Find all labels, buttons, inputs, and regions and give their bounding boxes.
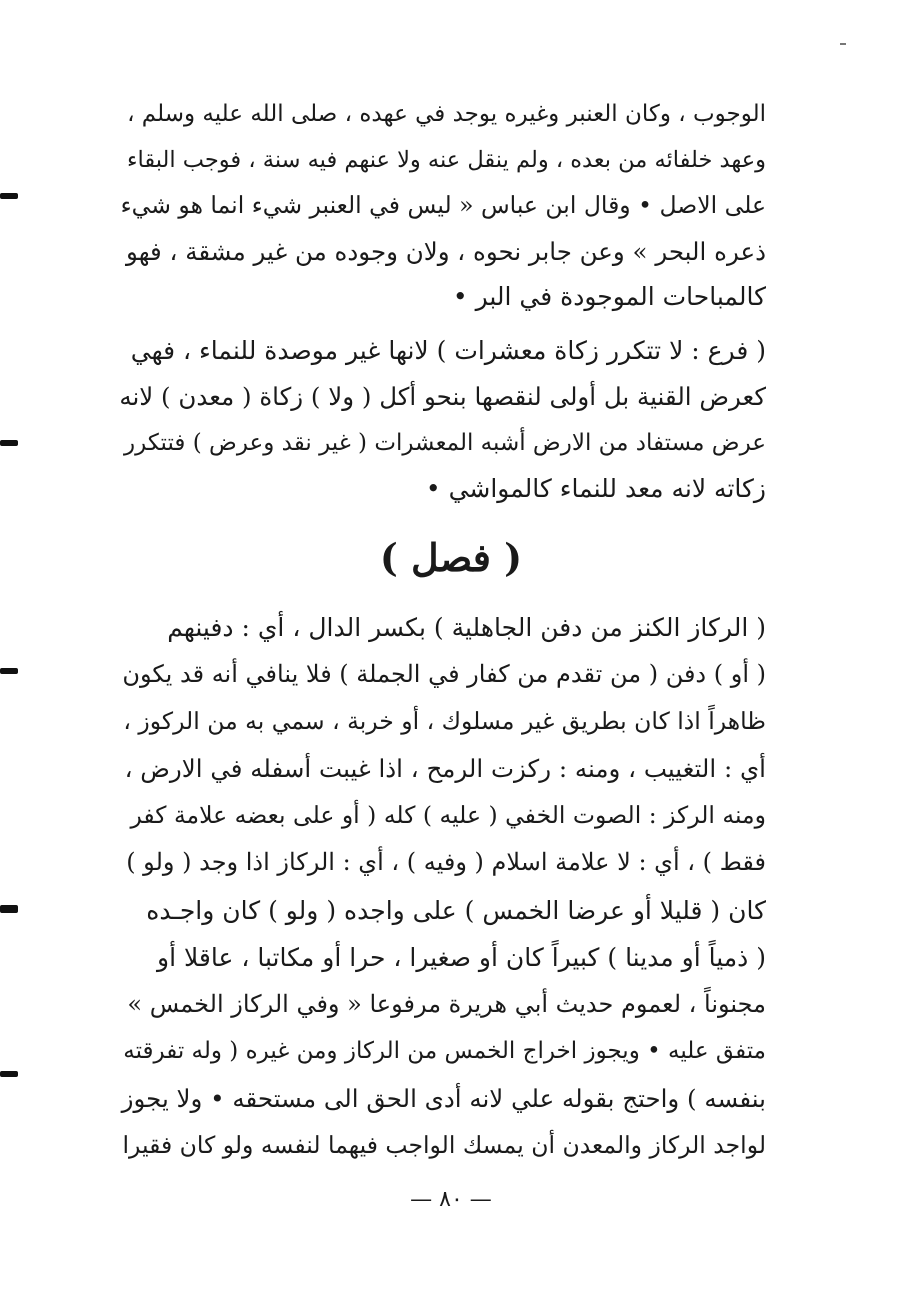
- page-speck: [840, 43, 846, 45]
- text-line: متفق عليه • ويجوز اخراج الخمس من الركاز ومن غيره ( وله تفرقته: [123, 1037, 766, 1064]
- text-line: ذعره البحر » وعن جابر نحوه ، ولان وجوده من غير مشقة ، فهو: [126, 236, 766, 266]
- text-line: بنفسه ) واحتج بقوله علي لانه أدى الحق الى مستحقه • ولا يجوز: [121, 1083, 766, 1113]
- text-line: أي : التغييب ، ومنه : ركزت الرمح ، اذا غيبت أسفله في الارض ،: [124, 754, 766, 784]
- text-line: عرض مستفاد من الارض أشبه المعشرات ( غير نقد وعرض ) فتتكرر: [124, 430, 766, 456]
- text-line: ومنه الركز : الصوت الخفي ( عليه ) كله ( أو على بعضه علامة كفر: [130, 801, 766, 830]
- margin-mark: [0, 193, 18, 199]
- text-line: ( ذمياً أو مدينا ) كبيراً كان أو صغيرا ، حرا أو مكاتبا ، عاقلا أو: [157, 942, 766, 972]
- paragraph-3: [118, 604, 766, 1169]
- text-line: ظاهراً اذا كان بطريق غير مسلوك ، أو خربة ، سمي به من الركوز ،: [123, 707, 766, 736]
- text-line: الوجوب ، وكان العنبر وغيره يوجد في عهده ، صلى الله عليه وسلم ،: [127, 101, 766, 127]
- text-line: زكاته لانه معد للنماء كالمواشي •: [425, 474, 766, 503]
- text-line: كعرض القنية بل أولى لنقصها بنحو أكل ( ولا ) زكاة ( معدن ) لانه: [119, 382, 766, 411]
- margin-mark: [0, 668, 18, 674]
- paragraph-1: [118, 92, 766, 320]
- margin-mark: [0, 905, 18, 913]
- text-line: لواجد الركاز والمعدن أن يمسك الواجب فيهما لنفسه ولو كان فقيرا: [122, 1131, 766, 1160]
- margin-mark: [0, 1071, 18, 1077]
- text-line: على الاصل • وقال ابن عباس « ليس في العنبر شيء انما هو شيء: [120, 191, 766, 219]
- text-line: وعهد خلفائه من بعده ، ولم ينقل عنه ولا عنهم فيه سنة ، فوجب البقاء: [126, 146, 766, 173]
- page-number: — ٨٠ —: [410, 1187, 492, 1212]
- text-line: ( أو ) دفن ( من تقدم من كفار في الجملة ) فلا ينافي أنه قد يكون: [122, 660, 766, 689]
- paragraph-2: [118, 328, 766, 512]
- text-line: ( الركاز الكنز من دفن الجاهلية ) بكسر الدال ، أي : دفينهم: [167, 613, 766, 642]
- text-line: فقط ) ، أي : لا علامة اسلام ( وفيه ) ، أي : الركاز اذا وجد ( ولو ): [126, 848, 766, 877]
- text-line: ( فرع : لا تتكرر زكاة معشرات ) لانها غير موصدة للنماء ، فهي: [130, 336, 766, 365]
- text-line: كان ( قليلا أو عرضا الخمس ) على واجده ( ولو ) كان واجـده: [146, 895, 766, 925]
- section-heading: ( فصل ): [379, 535, 523, 580]
- margin-mark: [0, 440, 18, 446]
- text-line: كالمباحات الموجودة في البر •: [452, 282, 766, 311]
- text-line: مجنوناً ، لعموم حديث أبي هريرة مرفوعا « وفي الركاز الخمس »: [127, 989, 766, 1018]
